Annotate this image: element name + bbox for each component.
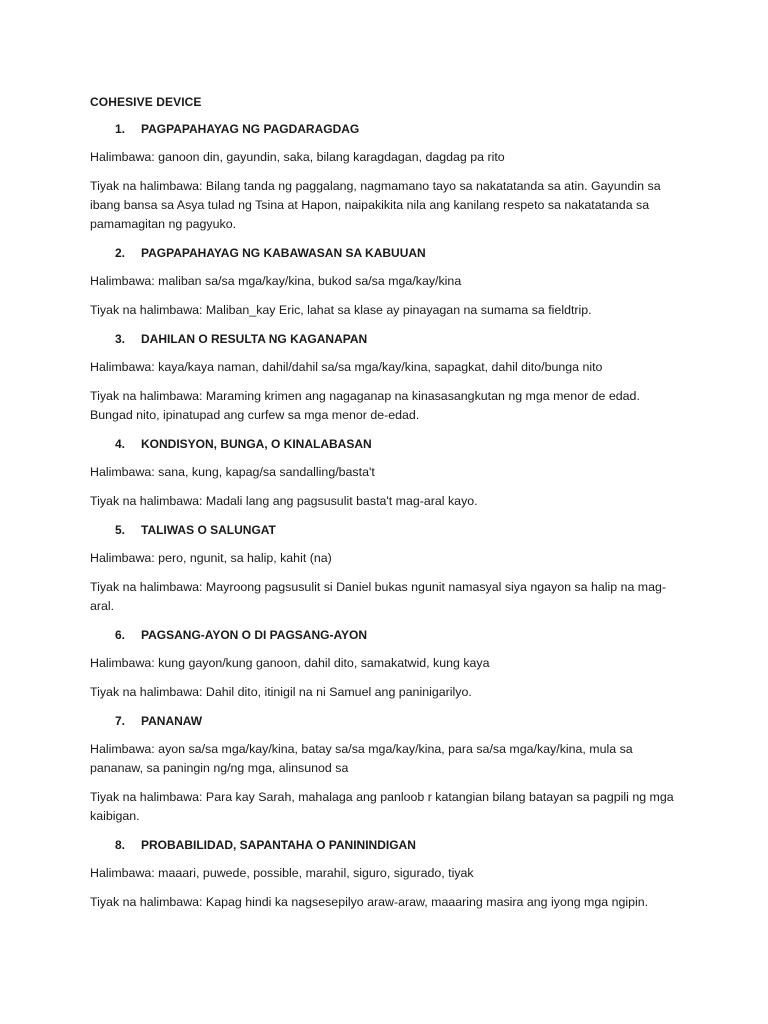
section-heading <box>90 244 680 263</box>
section-number: 7. <box>115 714 126 728</box>
section-7 <box>90 712 680 826</box>
halimbawa-text: Halimbawa: kung gayon/kung ganoon, dahil dito, samakatwid, kung kaya <box>90 656 490 670</box>
section-4 <box>90 435 680 511</box>
section-5 <box>90 521 680 616</box>
tiyak-na-halimbawa-text: Tiyak na halimbawa: Para kay Sarah, mahalaga ang panloob r katangian bilang batayan sa pagpili ng mga kaibigan. <box>90 790 674 823</box>
tiyak-na-halimbawa-text: Tiyak na halimbawa: Madali lang ang pagsusulit basta't mag-aral kayo. <box>90 494 478 508</box>
tiyak-na-halimbawa-text: Tiyak na halimbawa: Dahil dito, itinigil na ni Samuel ang paninigarilyo. <box>90 685 472 699</box>
document-body <box>90 93 680 922</box>
halimbawa-text: Halimbawa: kaya/kaya naman, dahil/dahil sa/sa mga/kay/kina, sapagkat, dahil dito/bunga nito <box>90 360 603 374</box>
halimbawa-text: Halimbawa: maaari, puwede, possible, marahil, siguro, sigurado, tiyak <box>90 866 474 880</box>
section-number: 5. <box>115 523 126 537</box>
halimbawa-text: Halimbawa: sana, kung, kapag/sa sandalling/basta't <box>90 465 375 479</box>
tiyak-na-halimbawa-text: Tiyak na halimbawa: Maliban_kay Eric, lahat sa klase ay pinayagan na sumama sa fieldtrip. <box>90 303 592 317</box>
section-heading <box>90 712 680 731</box>
section-6 <box>90 626 680 702</box>
section-number: 3. <box>115 332 126 346</box>
section-heading <box>90 120 680 139</box>
halimbawa-text: Halimbawa: ayon sa/sa mga/kay/kina, batay sa/sa mga/kay/kina, para sa/sa mga/kay/kina, mula sa pananaw, sa paningin ng/ng mga, alinsunod sa <box>90 742 633 775</box>
section-title: PROBABILIDAD, SAPANTAHA O PANININDIGAN <box>141 838 416 852</box>
tiyak-na-halimbawa-text: Tiyak na halimbawa: Bilang tanda ng paggalang, nagmamano tayo sa nakatatanda sa atin. Gayundin sa ibang bansa sa Asya tulad ng Tsina at Hapon, naipakikita nila ang kanilang respeto sa nakatatanda sa pamamagitan ng pagyuko. <box>90 179 661 231</box>
document-title: COHESIVE DEVICE <box>90 95 202 109</box>
halimbawa-text: Halimbawa: maliban sa/sa mga/kay/kina, bukod sa/sa mga/kay/kina <box>90 274 462 288</box>
section-title: PAGPAPAHAYAG NG KABAWASAN SA KABUUAN <box>141 246 426 260</box>
section-heading <box>90 836 680 855</box>
section-3 <box>90 330 680 425</box>
section-8 <box>90 836 680 912</box>
section-1 <box>90 120 680 234</box>
section-number: 8. <box>115 838 126 852</box>
section-heading <box>90 435 680 454</box>
section-number: 4. <box>115 437 126 451</box>
section-title: PANANAW <box>141 714 203 728</box>
section-title: TALIWAS O SALUNGAT <box>141 523 276 537</box>
section-title: KONDISYON, BUNGA, O KINALABASAN <box>141 437 372 451</box>
section-number: 1. <box>115 122 126 136</box>
tiyak-na-halimbawa-text: Tiyak na halimbawa: Maraming krimen ang nagaganap na kinasasangkutan ng mga menor de edad. Bungad nito, ipinatupad ang curfew sa mga menor de-edad. <box>90 389 640 422</box>
tiyak-na-halimbawa-text: Tiyak na halimbawa: Kapag hindi ka nagsesepilyo araw-araw, maaaring masira ang iyong mga ngipin. <box>90 895 649 909</box>
tiyak-na-halimbawa-text: Tiyak na halimbawa: Mayroong pagsusulit si Daniel bukas ngunit namasyal siya ngayon sa halip na mag-aral. <box>90 580 667 613</box>
section-title: PAGPAPAHAYAG NG PAGDARAGDAG <box>141 122 360 136</box>
halimbawa-text: Halimbawa: pero, ngunit, sa halip, kahit (na) <box>90 551 332 565</box>
section-title: DAHILAN O RESULTA NG KAGANAPAN <box>141 332 368 346</box>
section-title: PAGSANG-AYON O DI PAGSANG-AYON <box>141 628 368 642</box>
halimbawa-text: Halimbawa: ganoon din, gayundin, saka, bilang karagdagan, dagdag pa rito <box>90 150 505 164</box>
section-number: 6. <box>115 628 126 642</box>
section-heading <box>90 521 680 540</box>
section-heading <box>90 330 680 349</box>
section-2 <box>90 244 680 320</box>
section-heading <box>90 626 680 645</box>
section-number: 2. <box>115 246 126 260</box>
